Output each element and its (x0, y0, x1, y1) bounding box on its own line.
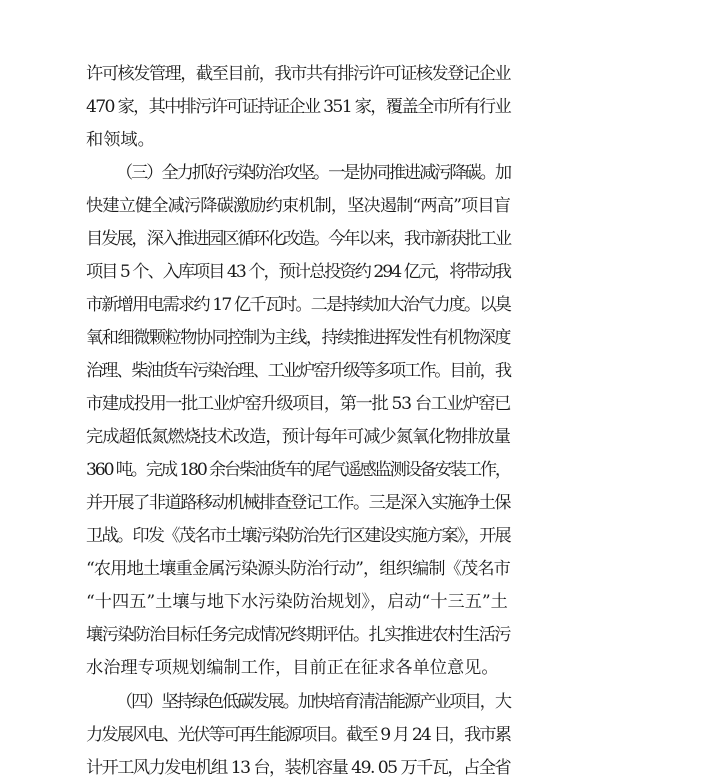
text-line: 和领域。 (86, 130, 155, 150)
paragraph-heading-line: （四）坚持绿色低碳发展。加快培育清洁能源产业项目，大 (116, 692, 510, 712)
text-line: 许可核发管理，截至目前，我市共有排污许可证核发登记企业 (86, 64, 510, 84)
text-line: 力发展风电、光伏等可再生能源项目。截至 9 月 24 日，我市累 (86, 725, 510, 745)
text-line: 快建立健全减污降碳激励约束机制，坚决遏制“两高”项目盲 (86, 196, 510, 216)
text-line: 氧和细微颗粒物协同控制为主线，持续推进挥发性有机物深度 (86, 328, 510, 348)
text-line: 项目 5 个、入库项目 43 个，预计总投资约 294 亿元，将带动我 (86, 262, 510, 282)
text-line: 并开展了非道路移动机械排查登记工作。三是深入实施净土保 (86, 493, 510, 513)
text-line: 目发展，深入推进园区循环化改造。今年以来，我市新获批工业 (86, 229, 510, 249)
text-line: “十四五”土壤与地下水污染防治规划》，启动“十三五”土 (86, 592, 508, 612)
text-line: 市建成投用一批工业炉窑升级项目，第一批 53 台工业炉窑已 (86, 394, 510, 414)
text-line: 360 吨。完成 180 余台柴油货车的尾气遥感监测设备安装工作， (86, 460, 510, 480)
text-line: 壤污染防治目标任务完成情况终期评估。扎实推进农村生活污 (86, 625, 510, 645)
text-line: 治理、柴油货车污染治理、工业炉窑升级等多项工作。目前，我 (86, 361, 510, 381)
paragraph-heading-line: （三）全力抓好污染防治攻坚。一是协同推进减污降碳。加 (116, 163, 510, 183)
text-line: 市新增用电需求约 17 亿千瓦时。二是持续加大治气力度。以臭 (86, 295, 510, 315)
text-line: “农用地土壤重金属污染源头防治行动”，组织编制《茂名市 (86, 559, 510, 579)
text-line: 470 家，其中排污许可证持证企业 351 家，覆盖全市所有行业 (86, 97, 510, 117)
text-line: 卫战。印发《茂名市土壤污染防治先行区建设实施方案》，开展 (86, 526, 510, 546)
text-line: 水治理专项规划编制工作，目前正在征求各单位意见。 (86, 658, 499, 678)
text-line: 完成超低氮燃烧技术改造，预计每年可减少氮氧化物排放量 (86, 427, 510, 447)
text-line: 计开工风力发电机组 13 台，装机容量 49. 05 万千瓦，占全省 (86, 758, 510, 778)
